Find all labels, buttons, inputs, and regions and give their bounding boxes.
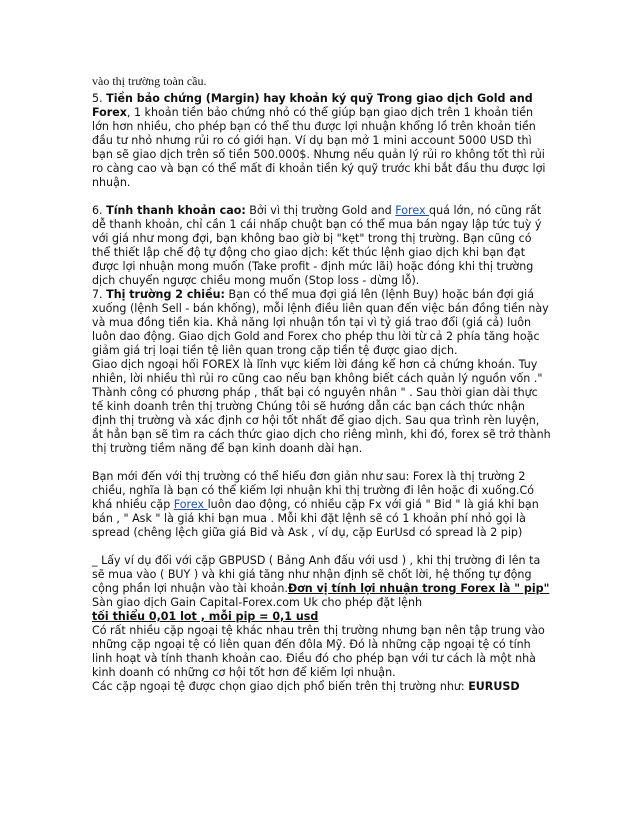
gbpusd-paragraph [92, 554, 552, 624]
forex-link[interactable]: Forex [395, 204, 430, 217]
popular-pairs-line [92, 680, 552, 694]
document-page [92, 74, 552, 694]
section-6-text-a: Bởi vì thị trường Gold and [245, 204, 396, 217]
popular-pairs-text: Các cặp ngoại tệ được chọn giao dịch phổ biến trên thị trường như: [92, 680, 469, 693]
section-6-text-b: quá lớn, nó cũng rất dễ thanh khoản, chỉ cần 1 cái nhấp chuột bạn có thể mua bán ngay lập tức tuỳ ý với giá như mong đợi, bạn không bao giờ bị "kẹt" trong thị trường. Bạn cũng có thể thiết lập chế độ tự động cho giao dịch: kết thúc lệnh giao dịch khi bạn đạt được lợi nhuận mong muốn (Take profit - định mức lãi) hoặc đóng khi thị trường dịch chuyển ngược chiều mong muốn (Stop loss - dừng lỗ). [92, 204, 542, 287]
section-7-heading: Thị trường 2 chiều: [106, 288, 225, 301]
intro-line: vào thị trường toàn cầu. [92, 74, 207, 88]
min-lot-heading: tối thiểu 0,01 lot , mỗi pip = 0,1 usd [92, 610, 319, 623]
section-5-text: , 1 khoản tiền bảo chứng nhỏ có thể giúp bạn giao dịch trên 1 khoản tiền lớn hơn nhiều, cho phép bạn có thể thu được lợi nhuận khổng lồ trên khoản tiền đầu tư nhỏ nhưng rủi ro có giới hạn. Ví dụ bạn mở 1 mini account 5000 USD thì bạn sẽ giao dịch trên số tiền 500.000$. Nhưng nếu quản lý rủi ro không tốt thì rủi ro càng cao và bạn có thể mất đi khoản tiền ký quỹ trước khi bắt đầu thu được lợi nhuận. [92, 106, 546, 189]
eurusd-label: EURUSD [468, 680, 520, 693]
beginner-paragraph [92, 470, 552, 540]
section-7-number: 7. [92, 288, 107, 301]
beginner-text-a: Bạn mới đến với thị trường có thể hiểu đơn giản như sau: Forex là thị trường 2 chiều, nghĩa là bạn có thể kiếm lợi nhuận khi thị trường đi lên hoặc đi xuống.Có khá nhiều cặp [92, 470, 535, 511]
pairs-paragraph: Có rất nhiều cặp ngoại tệ khác nhau trên thị trường nhưng bạn nên tập trung vào những cặp ngoại tệ có liên quan đến đôla Mỹ. Đó là những cặp ngoại tệ có tính linh hoạt và tính thanh khoản cao. Điều đó cho phép bạn với tư cách là một nhà kinh doanh có những cơ hội tốt hơn để kiếm lợi nhuận. [92, 624, 545, 679]
section-6-number: 6. [92, 204, 107, 217]
forex-paragraph: Giao dịch ngoại hối FOREX là lĩnh vực kiếm lời đáng kể hơn cả chứng khoán. Tuy nhiên, lời nhiều thì rủi ro cũng cao nếu bạn không biết cách quản lý nguồn vốn ." Thành công có phương pháp , thất bại có nguyên nhân " . Sau thời gian dài thực tế kinh doanh trên thị trường Chúng tôi sẽ hướng dẫn các bạn cách thức nhận định thị trường và xác định cơ hội tốt nhất để giao dịch. Sau qua trình rèn luyện, ắt hẳn bạn sẽ tìm ra cách thức giao dịch cho riêng mình, khi đó, forex sẽ trở thành thị trường tiềm năng để bạn kinh doanh dài hạn. [92, 358, 551, 455]
gbpusd-text-b: Sàn giao dịch Gain Capital-Forex.com Uk cho phép đặt lệnh [92, 596, 423, 609]
section-5-heading: Tiền bảo chứng (Margin) hay khoản ký quỹ Trong giao dịch Gold and Forex [92, 92, 533, 119]
gbpusd-text-a: _ Lấy ví dụ đối với cặp GBPUSD ( Bảng Anh đấu với usd ) , khi thị trường đi lên ta sẽ mua vào ( BUY ) và khi giá tăng như nhận định sẽ chốt lời, hệ thống tự động cộng phần lợi nhuận vào tài khoản. [92, 554, 541, 595]
forex-link-2[interactable]: Forex [173, 498, 208, 511]
section-7-text: Bạn có thể mua đợi giá lên (lệnh Buy) hoặc bán đợi giá xuống (lệnh Sell - bán khống), mỗi lệnh điều liên quan đến việc bán đồng tiền này và mua đồng tiền kia. Khả năng lợi nhuận tồn tại vì tỷ giá trao đổi (giá cả) luôn luôn dao động. Giao dịch Gold and Forex cho phép thu lời từ cả 2 phía tăng hoặc giảm giá trị loại tiền tệ liên quan trong cặp tiền tệ được giao dịch. [92, 288, 549, 357]
pip-unit-heading: Đơn vị tính lợi nhuận trong Forex là " pip" [287, 582, 550, 595]
section-7 [92, 288, 552, 358]
beginner-text-b: luôn dao động, có nhiều cặp Fx với giá " Bid " là giá khi bạn bán , " Ask " là giá khi bạn mua . Mỗi khi đặt lệnh sẽ có 1 khoản phí nhỏ gọi là spread (chêng lệch giữa giá Bid và Ask , ví dụ, cặp EurUsd có spread là 2 pip) [92, 498, 539, 539]
section-6 [92, 204, 552, 288]
section-5 [92, 92, 552, 190]
section-5-number: 5. [92, 92, 107, 105]
section-6-heading: Tính thanh khoản cao: [106, 204, 246, 217]
